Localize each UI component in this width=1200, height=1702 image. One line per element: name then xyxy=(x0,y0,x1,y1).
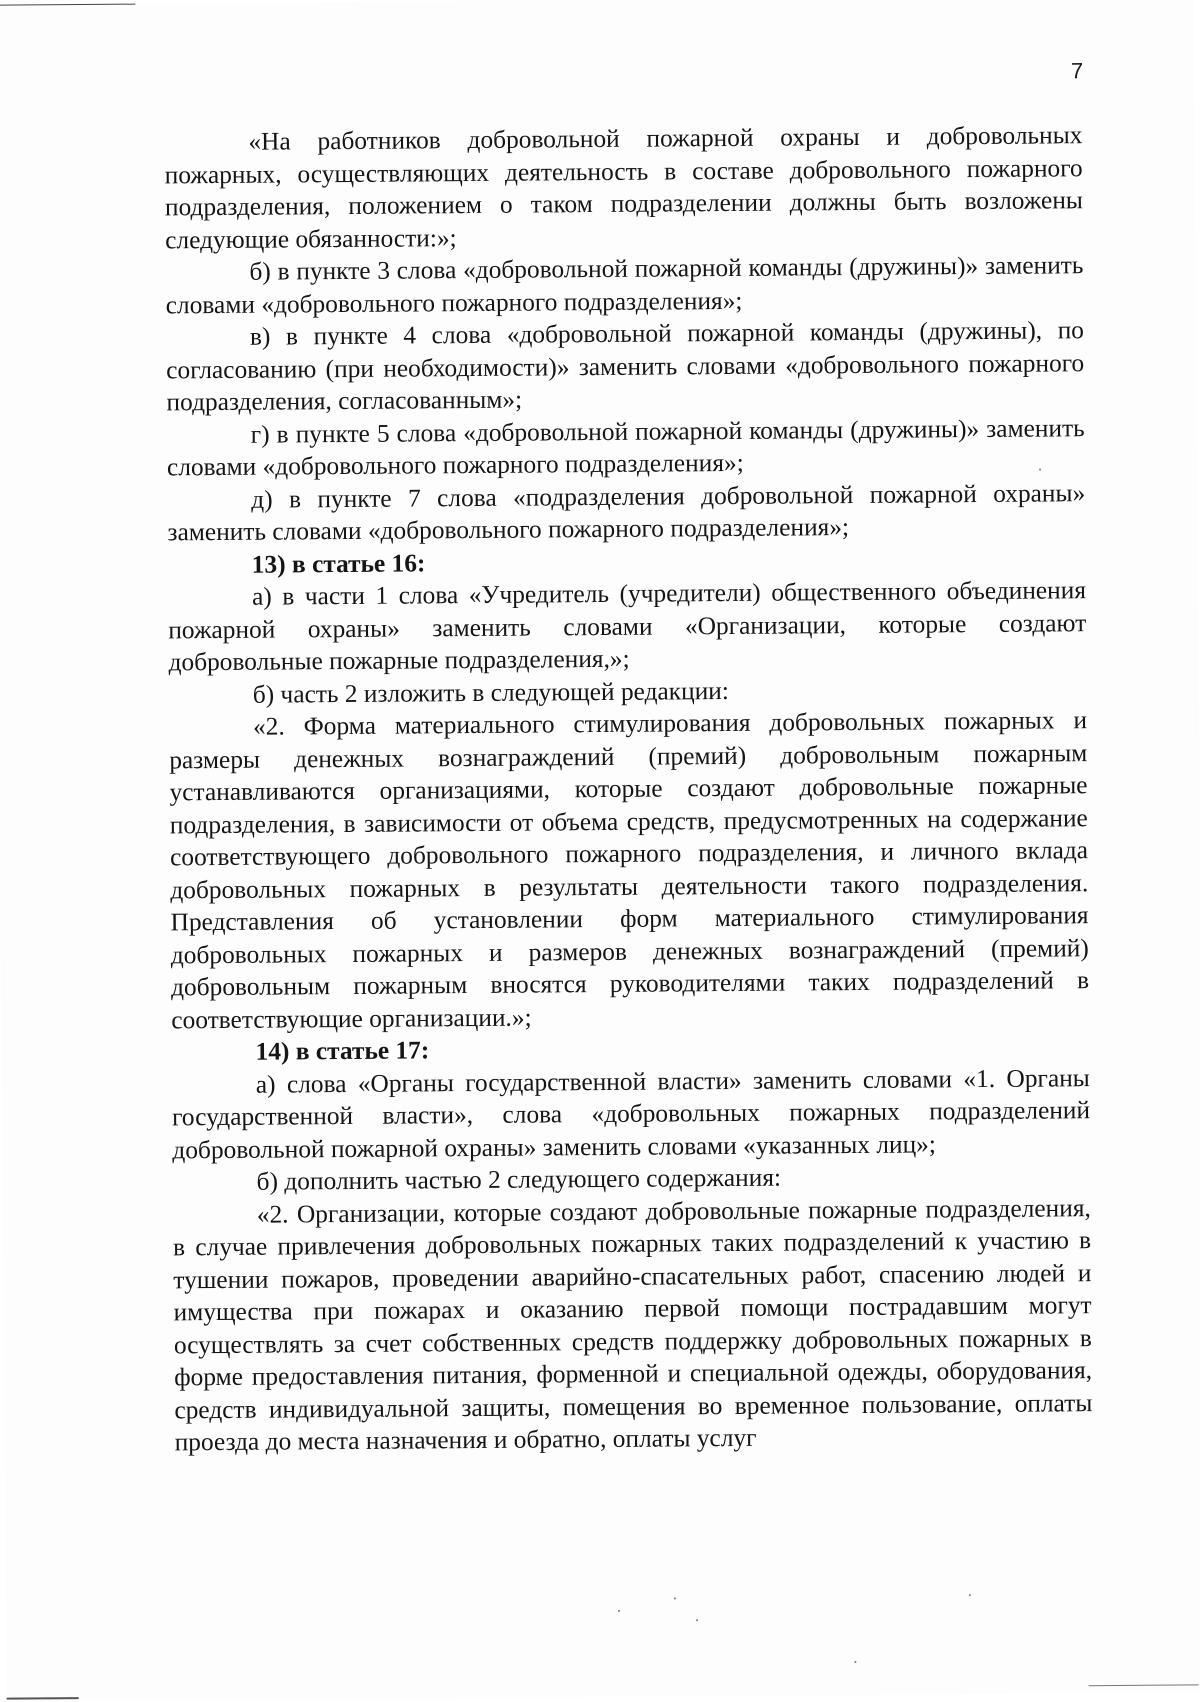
scan-speck xyxy=(1039,469,1041,471)
paragraph-article-16-part-2-text: «2. Форма материального стимулирования добровольных пожарных и размеры денежных вознаграждений (премий) добровольным пожарным устанавливаются организациями, которые создают добровольные пожарные подразделения, в зависимости от объема средств, предусмотренных на содержание соответствующего добровольного пожарного подразделения, и личного вклада добровольных пожарных в результаты деятельности такого подразделения. Представления об установлении форм материального стимулирования добровольных пожарных и размеров денежных вознаграждений (премий) добровольным пожарным вносятся руководителями таких подразделений в соответствующие организации.»; xyxy=(169,706,1090,1034)
scan-speck xyxy=(696,1619,698,1621)
scan-speck xyxy=(674,1597,676,1599)
paragraph-item-d-point-7: д) в пункте 7 слова «подразделения добровольной пожарной охраны» заменить словами «добровольного пожарного подразделения»; xyxy=(167,478,1086,547)
paragraph-obligations-intro: «На работников добровольной пожарной охраны и добровольных пожарных, осуществляющих деятельность в составе добровольного пожарного подразделения, положением о таком подразделении должны быть возложены следующие обязанности:»; xyxy=(164,121,1084,254)
page-number: 7 xyxy=(1070,58,1084,84)
scan-edge-top xyxy=(0,4,135,6)
scan-edge-bottom-right xyxy=(1089,1684,1199,1686)
paragraph-article-17-item-b: б) дополнить частью 2 следующего содержания: xyxy=(256,1163,782,1196)
paragraph-article-16-part-2-intro: б) часть 2 изложить в следующей редакции: xyxy=(252,676,729,709)
paragraph-item-b-point-3: б) в пункте 3 слова «добровольной пожарной команды (дружины)» заменить словами «добровольного пожарного подразделения»; xyxy=(165,251,1084,319)
paragraph-item-g-point-5: г) в пункте 5 слова «добровольной пожарной команды (дружины)» заменить словами «добровольного пожарного подразделения»; xyxy=(166,413,1085,482)
paragraph-article-17-item-a: а) слова «Органы государственной власти» заменить словами «1. Органы государственной власти», слова «добровольных пожарных подразделений добровольной пожарной охраны» заменить словами «указанных лиц»; xyxy=(171,1063,1091,1164)
scan-edge-bottom xyxy=(7,1697,79,1700)
scan-speck xyxy=(969,1594,971,1596)
section-heading-article-17: 14) в статье 17: xyxy=(255,1036,430,1066)
paragraph-item-v-point-4: в) в пункте 4 слова «добровольной пожарной команды (дружины), по согласованию (при необходимости)» заменить словами «добровольного пожарного подразделения, согласованным»; xyxy=(166,316,1085,417)
paragraph-article-16-part-1: а) в части 1 слова «Учредитель (учредители) общественного объединения пожарной охраны» заменить словами «Организации, которые создают добровольные пожарные подразделения,»; xyxy=(168,576,1087,677)
paragraph-article-17-part-2-text: «2. Организации, которые создают добровольные пожарные подразделения, в случае привлечения добровольных пожарных таких подразделений к участию в тушении пожаров, проведении аварийно-спасательных работ, спасению людей и имущества при пожарах и оказанию первой помощи пострадавшим могут осуществлять за счет собственных средств поддержку добровольных пожарных в форме предоставления питания, форменной и специальной одежды, оборудования, средств индивидуальной защиты, помещения во временное пользование, оплаты проезда до места назначения и обратно, оплаты услуг xyxy=(172,1193,1093,1457)
section-heading-article-16: 13) в статье 16: xyxy=(251,548,426,579)
scan-speck xyxy=(854,1661,856,1663)
document-body xyxy=(164,119,1092,1459)
scan-speck xyxy=(618,1610,620,1612)
